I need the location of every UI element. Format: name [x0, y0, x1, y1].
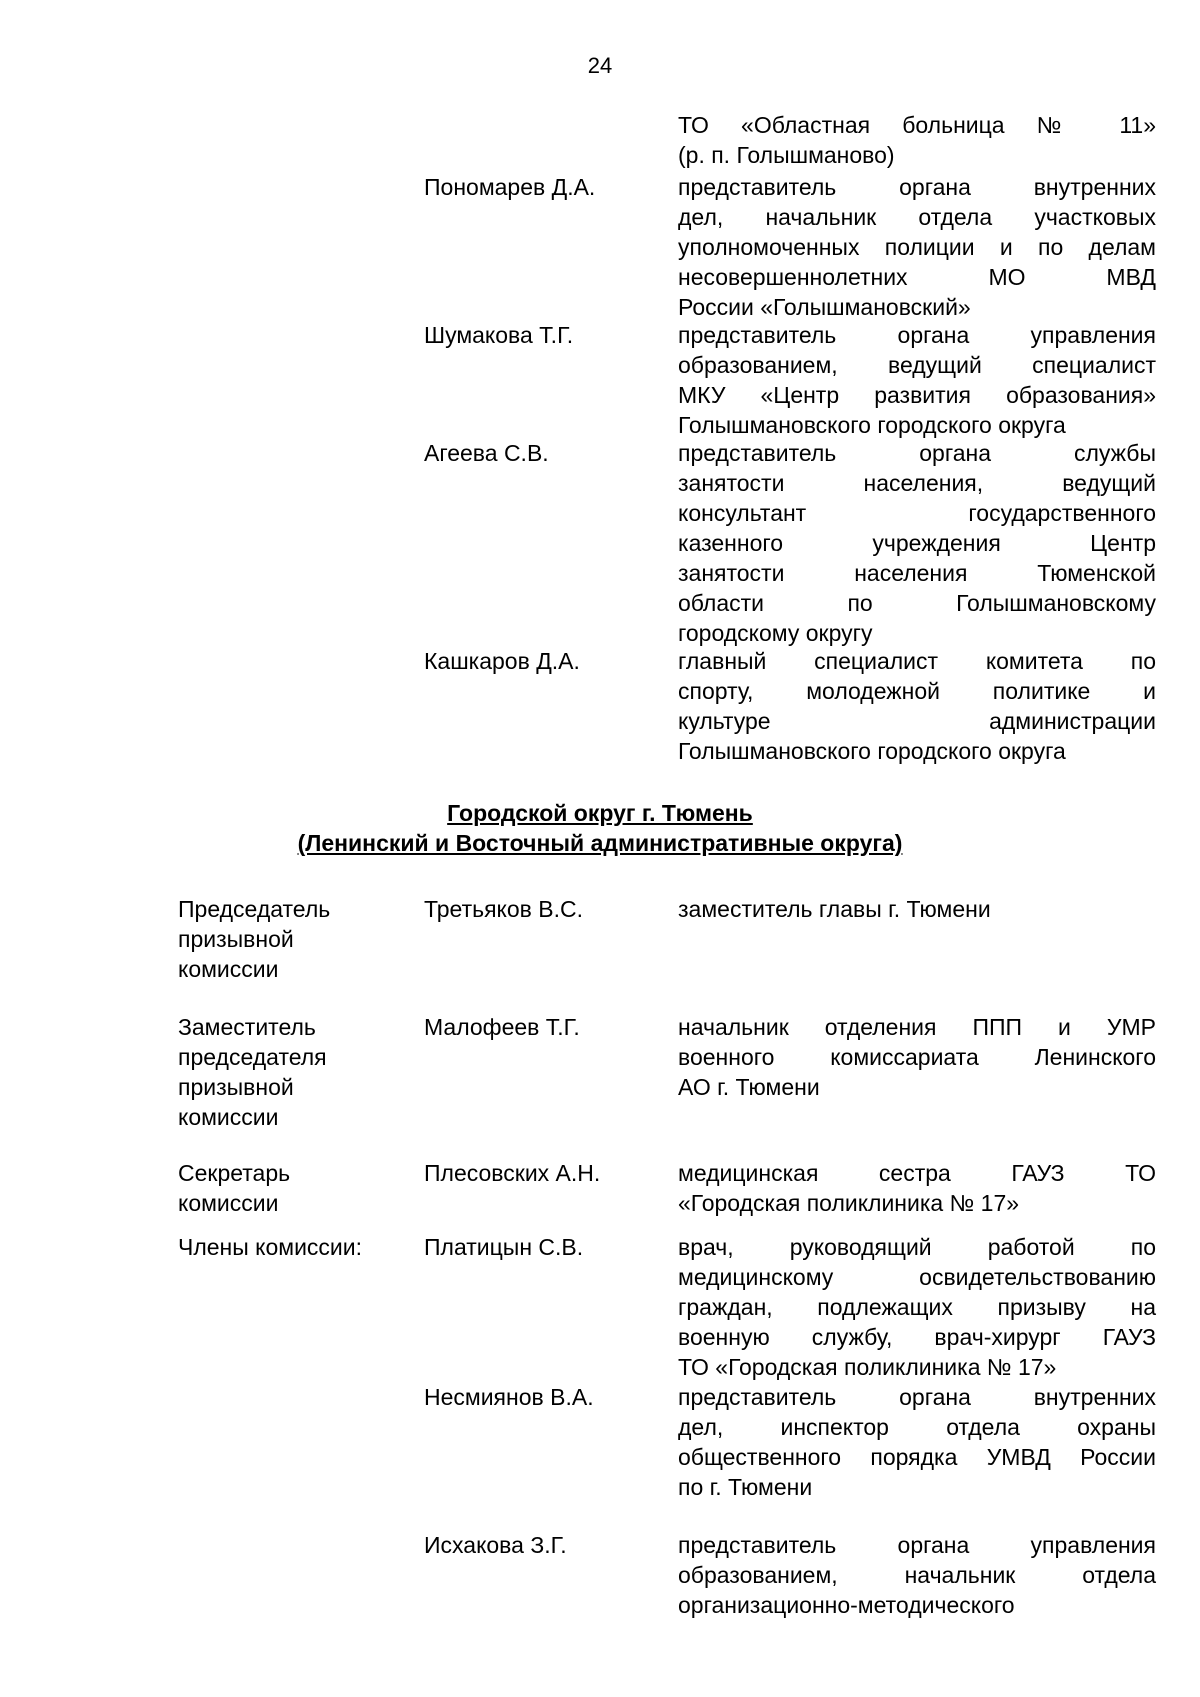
description-line: образованием, начальник отдела [678, 1562, 1156, 1588]
description-line: заместитель главы г. Тюмени [678, 896, 991, 922]
description-line: городскому округу [678, 620, 873, 646]
member-description [678, 320, 1156, 440]
member-name: Агеева С.В. [424, 440, 549, 466]
description-line: организационно-методического [678, 1592, 1015, 1618]
description-line: несовершеннолетних МО МВД [678, 264, 1156, 290]
member-name: Платицын С.В. [424, 1234, 584, 1260]
member-description [678, 110, 1156, 170]
description-line: образованием, ведущий специалист [678, 352, 1156, 378]
member-description [678, 894, 1156, 924]
description-line: занятости населения, ведущий [678, 470, 1156, 496]
description-line: представитель органа управления [678, 1532, 1156, 1558]
role-line: комиссии [178, 1190, 279, 1216]
role-line: Председатель [178, 896, 331, 922]
description-line: представитель органа управления [678, 322, 1156, 348]
member-description [678, 1232, 1156, 1382]
description-line: общественного порядка УМВД России [678, 1444, 1156, 1470]
description-line: России «Голышмановский» [678, 294, 971, 320]
description-line: МКУ «Центр развития образования» [678, 382, 1156, 408]
role-line: Секретарь [178, 1160, 291, 1186]
description-line: АО г. Тюмени [678, 1074, 820, 1100]
member-name: Кашкаров Д.А. [424, 648, 580, 674]
description-line: культуре администрации [678, 708, 1156, 734]
role-line: комиссии [178, 1104, 279, 1130]
description-line: по г. Тюмени [678, 1474, 813, 1500]
role-line: председателя [178, 1044, 327, 1070]
member-description [678, 438, 1156, 648]
member-name: Третьяков В.С. [424, 896, 584, 922]
description-line: врач, руководящий работой по [678, 1234, 1156, 1260]
section-title: Городской округ г. Тюмень [447, 800, 753, 826]
description-line: Голышмановского городского округа [678, 412, 1066, 438]
section-subtitle: (Ленинский и Восточный административные округа) [297, 830, 903, 856]
description-line: военную службу, врач-хирург ГАУЗ [678, 1324, 1156, 1350]
commission-role [178, 894, 408, 984]
description-line: ТО «Городская поликлиника № 17» [678, 1354, 1057, 1380]
member-description [678, 1012, 1156, 1102]
member-description [678, 1158, 1156, 1218]
description-line: консультант государственного [678, 500, 1156, 526]
member-name: Плесовских А.Н. [424, 1160, 601, 1186]
description-line: дел, инспектор отдела охраны [678, 1414, 1156, 1440]
member-description [678, 172, 1156, 322]
description-line: дел, начальник отдела участковых [678, 204, 1156, 230]
member-description [678, 1382, 1156, 1502]
description-line: представитель органа внутренних [678, 1384, 1156, 1410]
description-line: главный специалист комитета по [678, 648, 1156, 674]
member-name: Несмиянов В.А. [424, 1384, 594, 1410]
description-line: «Городская поликлиника № 17» [678, 1190, 1020, 1216]
member-description [678, 1530, 1156, 1620]
member-name: Малофеев Т.Г. [424, 1014, 580, 1040]
member-description [678, 646, 1156, 766]
role-line: призывной [178, 926, 294, 952]
role-line: призывной [178, 1074, 294, 1100]
commission-role [178, 1158, 408, 1218]
role-line: Заместитель [178, 1014, 316, 1040]
description-line: занятости населения Тюменской [678, 560, 1156, 586]
description-line: граждан, подлежащих призыву на [678, 1294, 1156, 1320]
description-line: представитель органа службы [678, 440, 1156, 466]
commission-role [178, 1232, 408, 1262]
page-number: 24 [587, 53, 613, 78]
description-line: спорту, молодежной политике и [678, 678, 1156, 704]
role-line: Члены комиссии: [178, 1234, 363, 1260]
description-line: начальник отделения ППП и УМР [678, 1014, 1156, 1040]
description-line: области по Голышмановскому [678, 590, 1156, 616]
description-line: представитель органа внутренних [678, 174, 1156, 200]
description-line: Голышмановского городского округа [678, 738, 1066, 764]
member-name: Шумакова Т.Г. [424, 322, 574, 348]
commission-role [178, 1012, 408, 1132]
member-name: Пономарев Д.А. [424, 174, 596, 200]
description-line: военного комиссариата Ленинского [678, 1044, 1156, 1070]
description-line: ТО «Областная больница № 11» [678, 112, 1156, 138]
description-line: казенного учреждения Центр [678, 530, 1156, 556]
description-line: (р. п. Голышманово) [678, 142, 895, 168]
member-name: Исхакова З.Г. [424, 1532, 567, 1558]
description-line: медицинскому освидетельствованию [678, 1264, 1156, 1290]
description-line: уполномоченных полиции и по делам [678, 234, 1156, 260]
role-line: комиссии [178, 956, 279, 982]
description-line: медицинская сестра ГАУЗ ТО [678, 1160, 1156, 1186]
